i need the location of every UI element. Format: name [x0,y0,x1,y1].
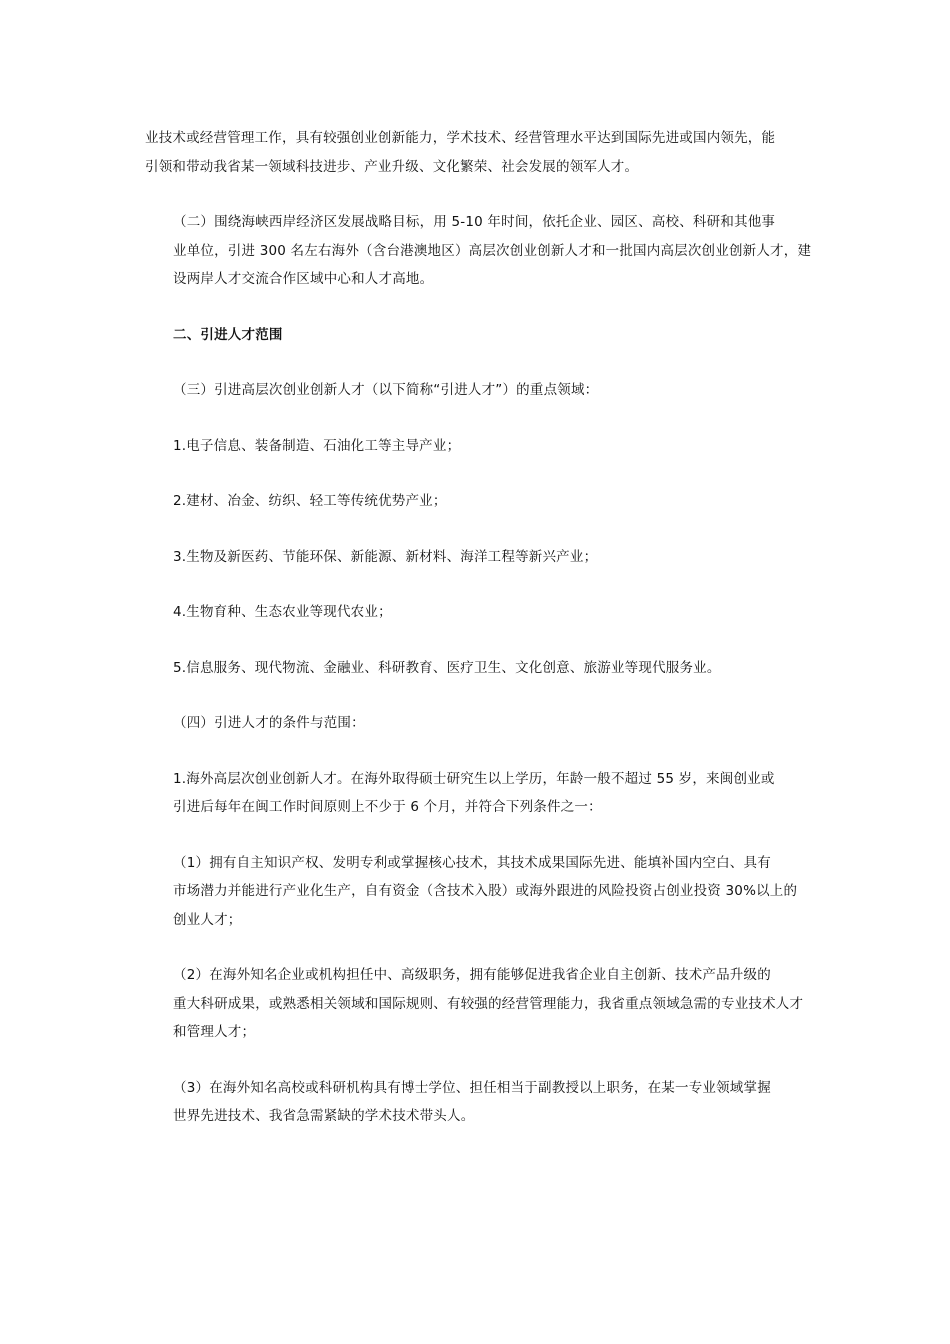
text-line: 2.建材、冶金、纺织、轻工等传统优势产业； [173,493,447,509]
text-line: 1.海外高层次创业创新人才。在海外取得硕士研究生以上学历，年龄一般不超过 55 岁，来闽创业或 [173,770,775,787]
paragraph-clause-4 [145,709,810,738]
text-line: 设两岸人才交流合作区域中心和人才高地。 [173,271,434,287]
section-heading [145,321,810,350]
document-body [145,124,810,1158]
text-line: 5.信息服务、现代物流、金融业、科研教育、医疗卫生、文化创意、旅游业等现代服务业。 [173,659,721,676]
text-line: 世界先进技术、我省急需紧缺的学术技术带头人。 [173,1108,475,1124]
text-line: （3）在海外知名高校或科研机构具有博士学位、担任相当于副教授以上职务，在某一专业领域掌握 [173,1079,771,1096]
text-line: （四）引进人才的条件与范围： [173,715,365,731]
text-line: 和管理人才； [173,1024,256,1040]
paragraph-field-5 [145,654,810,683]
paragraph-field-3 [145,543,810,572]
text-line: 业单位，引进 300 名左右海外（含台港澳地区）高层次创业创新人才和一批国内高层次创业创新人才，建 [173,242,812,259]
text-line: 4.生物育种、生态农业等现代农业； [173,604,392,620]
text-line: 创业人才； [173,911,242,928]
paragraph-goal-2 [145,208,810,294]
text-line: 1.电子信息、装备制造、石油化工等主导产业； [173,437,461,454]
text-line: （二）围绕海峡西岸经济区发展战略目标，用 5-10 年时间，依托企业、园区、高校、科研和其他事 [173,214,776,230]
paragraph-condition-1 [145,765,810,822]
text-line: 业技术或经营管理工作，具有较强创业创新能力，学术技术、经营管理水平达到国际先进或国内领先，能 [145,130,776,146]
paragraph-leader-talent-definition [145,124,810,181]
text-line: 二、引进人才范围 [173,326,283,343]
paragraph-clause-3 [145,376,810,405]
paragraph-condition-1-2 [145,961,810,1047]
paragraph-condition-1-3 [145,1074,810,1131]
paragraph-field-1 [145,432,810,461]
text-line: （三）引进高层次创业创新人才（以下简称“引进人才”）的重点领域： [173,382,599,398]
paragraph-field-4 [145,598,810,627]
text-line: （1）拥有自主知识产权、发明专利或掌握核心技术，其技术成果国际先进、能填补国内空白、具有 [173,854,771,871]
paragraph-condition-1-1 [145,849,810,935]
text-line: 引领和带动我省某一领域科技进步、产业升级、文化繁荣、社会发展的领军人才。 [145,158,639,175]
text-line: 3.生物及新医药、节能环保、新能源、新材料、海洋工程等新兴产业； [173,548,598,565]
text-line: 引进后每年在闽工作时间原则上不少于 6 个月，并符合下列条件之一： [173,799,602,815]
text-line: 市场潜力并能进行产业化生产，自有资金（含技术入股）或海外跟进的风险投资占创业投资 30%以上的 [173,883,798,899]
text-line: （2）在海外知名企业或机构担任中、高级职务，拥有能够促进我省企业自主创新、技术产品升级的 [173,967,771,983]
text-line: 重大科研成果，或熟悉相关领域和国际规则、有较强的经营管理能力，我省重点领域急需的专业技术人才 [173,995,804,1012]
paragraph-field-2 [145,487,810,516]
